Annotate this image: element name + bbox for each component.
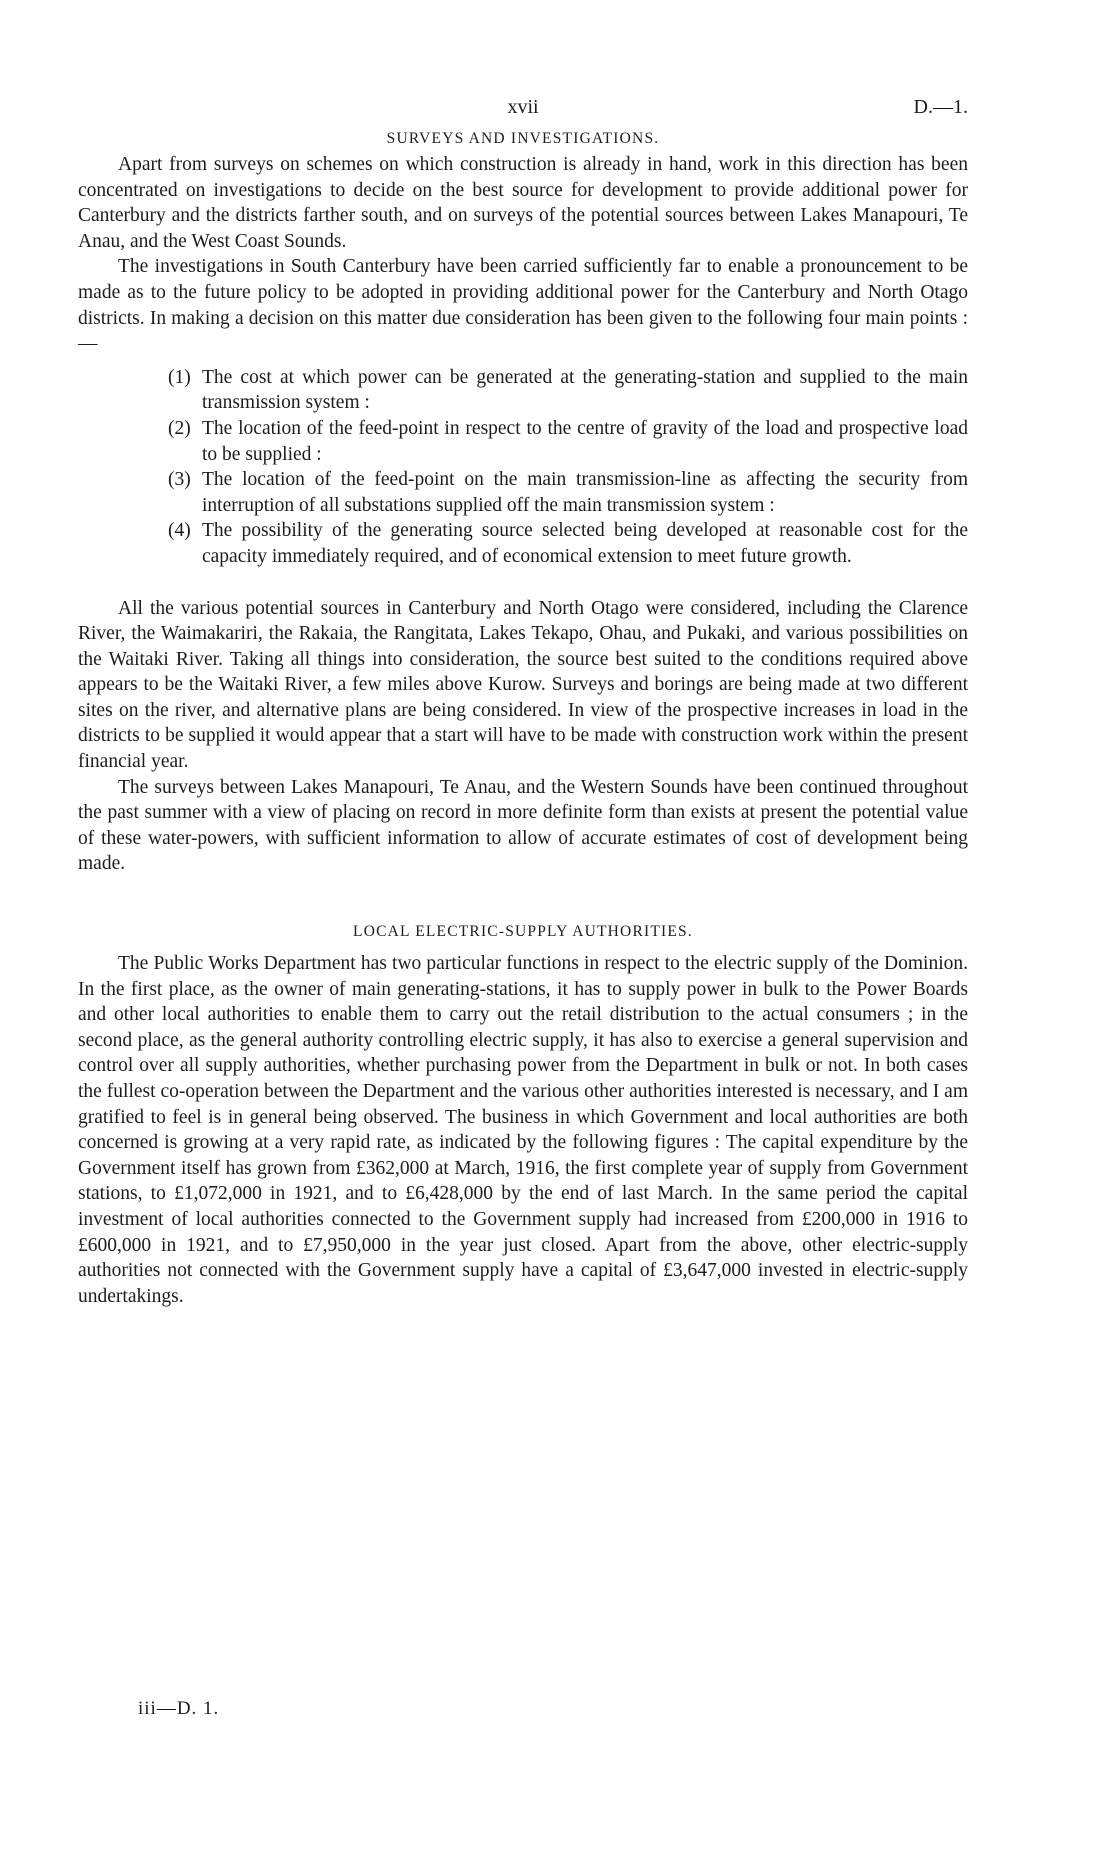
list-item-text: The location of the feed-point in respect to the centre of gravity of the load and prospective load to be supplied :	[202, 417, 968, 465]
document-page	[78, 96, 968, 1309]
list-item	[168, 518, 968, 569]
list-item-number: (1)	[168, 366, 191, 388]
page-signature: iii—D. 1.	[138, 1698, 220, 1719]
running-head	[78, 96, 968, 130]
paragraph: All the various potential sources in Canterbury and North Otago were considered, including the Clarence River, the Waimakariri, the Rakaia, the Rangitata, Lakes Tekapo, Ohau, and Pukaki, and various possibilities on the Waitaki River. Taking all things into consideration, the source best suited to the conditions required above appears to be the Waitaki River, a few miles above Kurow. Surveys and borings are being made at two different sites on the river, and alternative plans are being considered. In view of the prospective increases in load in the districts to be supplied it would appear that a start will have to be made with construction work within the present financial year.	[78, 597, 968, 773]
list-item-number: (3)	[168, 469, 191, 491]
list-item-text: The location of the feed-point on the main transmission-line as affecting the security from interruption of all substations supplied off the main transmission system :	[202, 469, 968, 516]
paragraph: The investigations in South Canterbury have been carried sufficiently far to enable a pronouncement to be made as to the future policy to be adopted in providing additional power for the Canterbury and North Otago districts. In making a decision on this matter due consideration has been given to the following four main points :—	[78, 256, 968, 355]
list-item-text: The cost at which power can be generated at the generating-station and supplied to the main transmission system :	[202, 366, 968, 414]
list-item-text: The possibility of the generating source selected being developed at reasonable cost for the capacity immediately required, and of economical extension to meet future growth.	[202, 520, 968, 567]
main-points-list	[78, 365, 968, 570]
paragraph: The Public Works Department has two particular functions in respect to the electric supply of the Dominion. In the first place, as the owner of main generating-stations, it has to supply power in bulk to the Power Boards and other local authorities to enable them to carry out the retail distribution to the actual consumers ; in the second place, as the general authority controlling electric supply, it has also to exercise a general supervision and control over all supply authorities, whether purchasing power from the Department in bulk or not. In both cases the fullest co-operation between the Department and the various other authorities interested is necessary, and I am gratified to feel is in general being observed. The business in which Government and local authorities are both concerned is growing at a very rapid rate, as indicated by the following figures : The capital expenditure by the Government itself has grown from £362,000 at March, 1916, the first complete year of supply from Government stations, to £1,072,000 in 1921, and to £6,428,000 by the end of last March. In the same period the capital investment of local authorities connected to the Government supply had increased from £200,000 in 1916 to £600,000 in 1921, and to £7,950,000 in the year just closed. Apart from the above, other electric-supply authorities not connected with the Government supply have a capital of £3,647,000 invested in electric-supply undertakings.	[78, 953, 968, 1307]
list-item	[168, 416, 968, 467]
section-heading-local-supply: LOCAL ELECTRIC-SUPPLY AUTHORITIES.	[353, 923, 693, 941]
paper-code: D.—1.	[913, 96, 968, 118]
page-folio: xvii	[507, 96, 539, 118]
paragraph: The surveys between Lakes Manapouri, Te Anau, and the Western Sounds have been continued throughout the past summer with a view of placing on record in more definite form than exists at present the potential value of these water-powers, with sufficient information to allow of accurate estimates of cost of development being made.	[78, 776, 968, 875]
section-heading-surveys: SURVEYS AND INVESTIGATIONS.	[386, 130, 660, 147]
paragraph: Apart from surveys on schemes on which construction is already in hand, work in this direction has been concentrated on investigations to decide on the best source for development to provide additional power for Canterbury and the districts farther south, and on surveys of the potential sources between Lakes Manapouri, Te Anau, and the West Coast Sounds.	[78, 154, 968, 252]
list-item	[168, 467, 968, 518]
list-item-number: (2)	[168, 417, 191, 439]
list-item-number: (4)	[168, 520, 191, 542]
list-item	[168, 365, 968, 416]
